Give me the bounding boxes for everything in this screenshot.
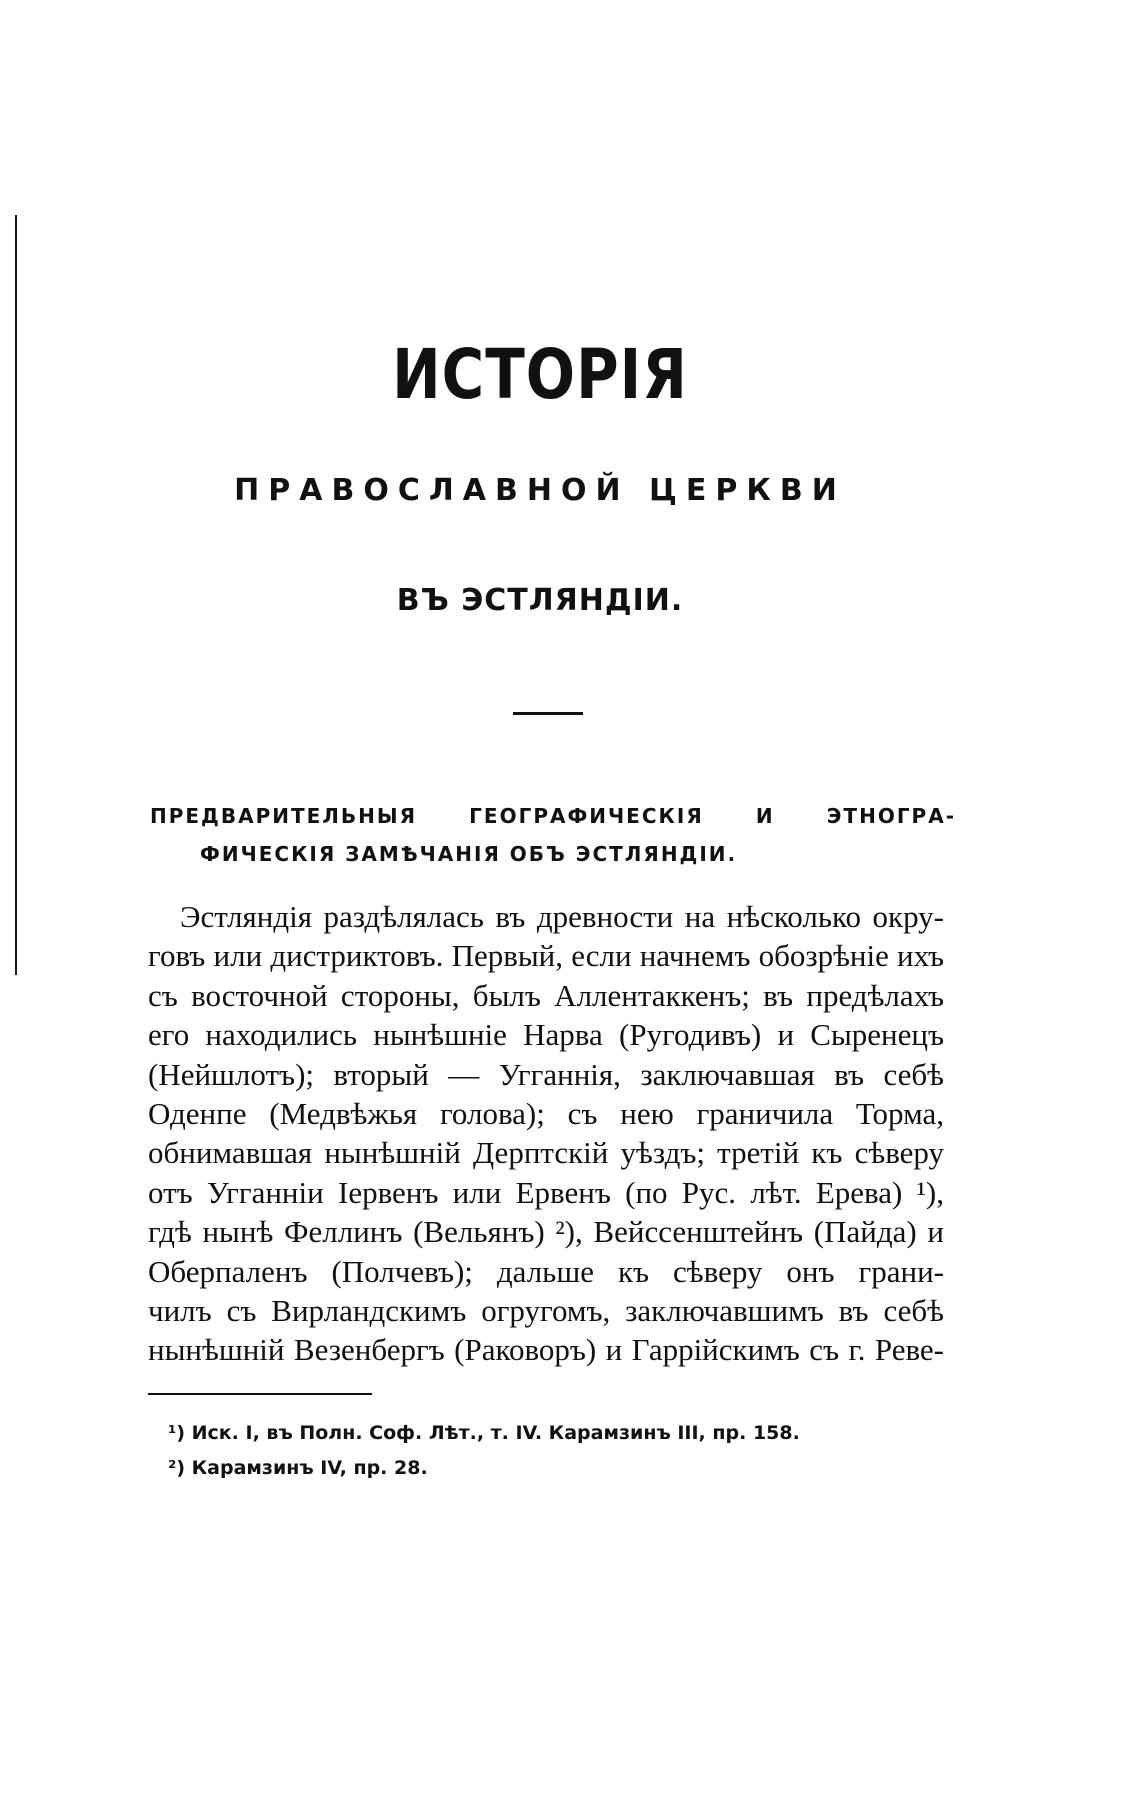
page-title: ИСТОРІЯ xyxy=(392,334,688,415)
body-line: (Нейшлотъ); вторый — Угганнія, заключавшая въ себѣ xyxy=(148,1056,944,1092)
body-line: Оденпе (Медвѣжья голова); съ нею граничила Торма, xyxy=(148,1096,944,1132)
body-line: говъ или дистриктовъ. Первый, если начнемъ обозрѣніе ихъ xyxy=(148,938,944,974)
body-line: Оберпаленъ (Полчевъ); дальше къ сѣверу онъ грани- xyxy=(148,1253,944,1289)
section-heading-line: ПРЕДВАРИТЕЛЬНЫЯ ГЕОГРАФИЧЕСКІЯ И ЭТНОГРА- xyxy=(150,804,956,828)
footnotes xyxy=(168,1416,928,1486)
body-line: чилъ съ Вирландскимъ огругомъ, заключавшимъ въ себѣ xyxy=(148,1293,944,1329)
body-line: отъ Угганніи Іервенъ или Ервенъ (по Рус. лѣт. Ерева) ¹), xyxy=(148,1174,944,1210)
footnote: ²) Карамзинъ IV, пр. 28. xyxy=(168,1457,428,1479)
section-heading-line: ФИЧЕСКІЯ ЗАМѢЧАНІЯ ОБЪ ЭСТЛЯНДІИ. xyxy=(200,842,738,866)
body-line: Эстляндія раздѣлялась въ древности на нѣсколько окру- xyxy=(180,899,944,934)
body-line: нынѣшній Везенбергъ (Раковоръ) и Гаррійскимъ съ г. Реве- xyxy=(148,1332,944,1368)
footnote: ¹) Иск. I, въ Полн. Соф. Лѣт., т. IV. Карамзинъ III, пр. 158. xyxy=(168,1422,800,1444)
body-line: обнимавшая нынѣшній Дерптскій уѣздъ; третій къ сѣверу xyxy=(148,1135,944,1171)
body-line: съ восточной стороны, былъ Аллентаккенъ; въ предѣлахъ xyxy=(148,977,944,1013)
body-line: его находились нынѣшніе Нарва (Ругодивъ) и Сыренецъ xyxy=(148,1017,944,1053)
title-divider xyxy=(513,712,583,715)
page-subtitle: ПРАВОСЛАВНОЙ ЦЕРКВИ xyxy=(234,473,846,508)
body-line: гдѣ нынѣ Феллинъ (Вельянъ) ²), Вейссенштейнъ (Пайда) и xyxy=(148,1214,944,1250)
body-text xyxy=(148,897,944,1370)
footnote-separator xyxy=(148,1393,372,1395)
page-subtitle-2: ВЪ ЭСТЛЯНДІИ. xyxy=(396,583,684,618)
section-heading xyxy=(150,797,956,873)
